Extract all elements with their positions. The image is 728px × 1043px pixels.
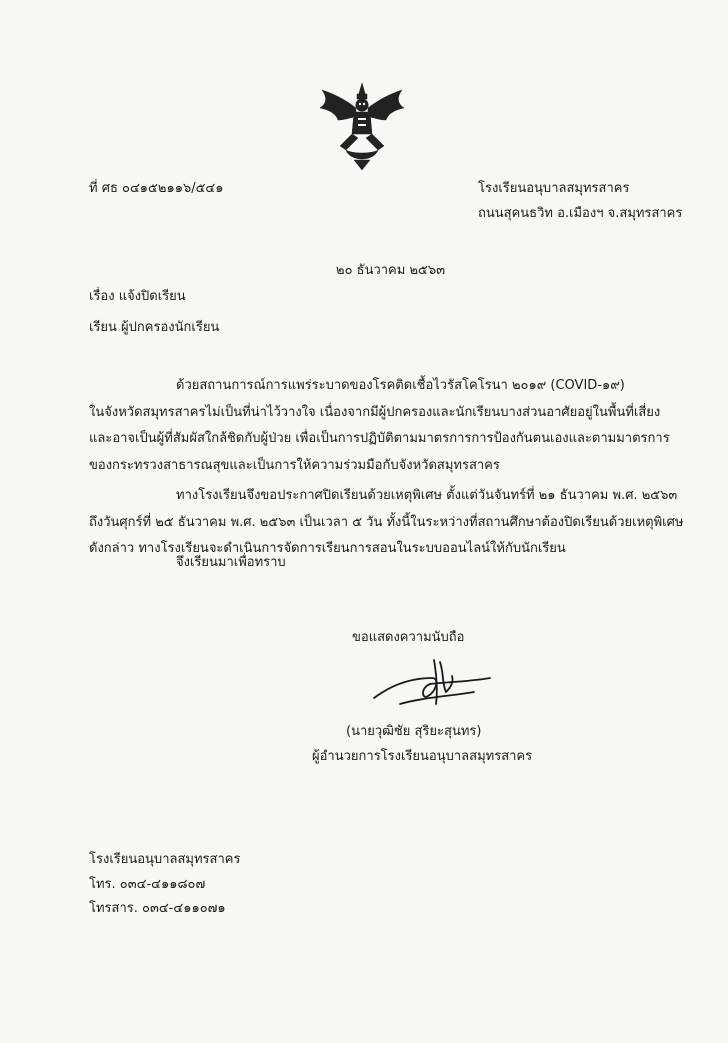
reference-number: ที่ ศธ ๐๔๑๕๒๑๑๖/๕๔๑: [89, 181, 224, 196]
paragraph-2-line: ดังกล่าว ทางโรงเรียนจะดำเนินการจัดการเรียนการสอนในระบบออนไลน์ให้กับนักเรียน: [89, 541, 566, 556]
closing-request: จึงเรียนมาเพื่อทราบ: [176, 555, 286, 570]
paragraph-2-line: ถึงวันศุกร์ที่ ๒๕ ธันวาคม พ.ศ. ๒๕๖๓ เป็นเวลา ๕ วัน ทั้งนี้ในระหว่างที่สถานศึกษาต้องปิดเรียนด้วยเหตุพิเศษ: [89, 514, 684, 530]
garuda-emblem-icon: [316, 80, 408, 172]
signatory-position: ผู้อำนวยการโรงเรียนอนุบาลสมุทรสาคร: [312, 749, 533, 764]
letter-date: ๒๐ ธันวาคม ๒๕๖๓: [336, 263, 446, 278]
handwritten-signature: [370, 648, 500, 718]
footer-school-name: โรงเรียนอนุบาลสมุทรสาคร: [89, 852, 241, 867]
footer-fax: โทรสาร. ๐๓๔-๔๑๑๐๗๑: [89, 901, 226, 916]
body-paragraph-2: [89, 483, 684, 563]
school-address: ถนนสุคนธวิท อ.เมืองฯ จ.สมุทรสาคร: [478, 206, 683, 221]
subject-line: เรื่อง แจ้งปิดเรียน: [89, 289, 186, 304]
school-name: โรงเรียนอนุบาลสมุทรสาคร: [478, 181, 630, 196]
closing-salutation: ขอแสดงความนับถือ: [352, 630, 465, 645]
footer-phone: โทร. ๐๓๔-๔๑๑๘๐๗: [89, 877, 206, 892]
paragraph-1-line: ในจังหวัดสมุทรสาครไม่เป็นที่น่าไว้วางใจ เนื่องจากมีผู้ปกครองและนักเรียนบางส่วนอาศัยอยู่ในพื้นที่เสี่ยง: [89, 404, 661, 420]
recipient-line: เรียน ผู้ปกครองนักเรียน: [89, 320, 220, 335]
paragraph-1-line: และอาจเป็นผู้ที่สัมผัสใกล้ชิดกับผู้ป่วย เพื่อเป็นการปฏิบัติตามมาตรการการป้องกันตนเองและตามมาตรการ: [89, 431, 670, 446]
signatory-name: (นายวุฒิชัย สุริยะสุนทร): [346, 724, 482, 739]
paragraph-1-line: ด้วยสถานการณ์การแพร่ระบาดของโรคติดเชื้อไวรัสโคโรนา ๒๐๑๙ (COVID-๑๙): [176, 378, 625, 393]
paragraph-2-line: ทางโรงเรียนจึงขอประกาศปิดเรียนด้วยเหตุพิเศษ ตั้งแต่วันจันทร์ที่ ๒๑ ธันวาคม พ.ศ. ๒๕๖๓: [176, 488, 678, 503]
body-paragraph-1: [89, 373, 670, 479]
paragraph-1-line: ของกระทรวงสาธารณสุขและเป็นการให้ความร่วมมือกับจังหวัดสมุทรสาคร: [89, 457, 500, 473]
